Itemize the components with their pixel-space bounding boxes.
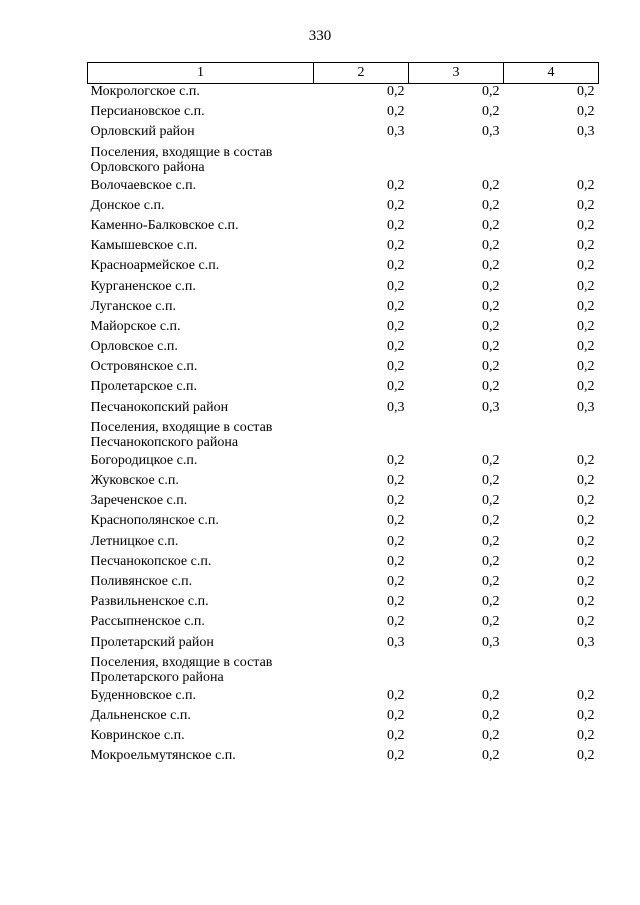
- row-value-col4: 0,2: [577, 594, 595, 610]
- row-value-col4: 0,3: [577, 399, 595, 415]
- table-row: [88, 708, 599, 728]
- row-value-col2: 0,2: [387, 217, 405, 233]
- row-value-col2: 0,2: [387, 513, 405, 529]
- row-value-col4: 0,2: [577, 707, 595, 723]
- row-value-col4: 0,2: [577, 197, 595, 213]
- row-value-col4: [504, 420, 599, 453]
- row-name-cell: Красноармейское с.п.: [90, 258, 220, 274]
- table-row: [88, 379, 599, 399]
- row-name-cell: Буденновское с.п.: [90, 687, 197, 703]
- column-header-1: 1: [88, 63, 314, 84]
- row-value-col2: 0,2: [387, 238, 405, 254]
- row-value-col4: 0,2: [577, 104, 595, 120]
- page-number: 330: [308, 28, 332, 44]
- table-row: [88, 655, 599, 688]
- row-value-col4: 0,2: [577, 379, 595, 395]
- row-value-col2: 0,2: [387, 728, 405, 744]
- row-value-col4: 0,2: [577, 573, 595, 589]
- row-name-cell: Пролетарское с.п.: [90, 379, 198, 395]
- table-row: [88, 124, 599, 144]
- row-value-col3: 0,2: [482, 513, 500, 529]
- table-row: [88, 145, 599, 178]
- row-value-col3: [409, 145, 504, 178]
- row-value-col4: 0,2: [577, 339, 595, 355]
- row-value-col3: 0,2: [482, 493, 500, 509]
- table-row: [88, 279, 599, 299]
- column-header-2: 2: [314, 63, 409, 84]
- row-value-col4: 0,2: [577, 278, 595, 294]
- row-value-col3: [409, 420, 504, 453]
- table-row: [88, 104, 599, 124]
- table-row: [88, 594, 599, 614]
- row-value-col2: 0,2: [387, 104, 405, 120]
- row-value-col4: [504, 655, 599, 688]
- row-value-col4: 0,2: [577, 359, 595, 375]
- table-row: [88, 453, 599, 473]
- row-name-cell: Поселения, входящие в состав Пролетарского района: [90, 654, 273, 685]
- row-value-col2: 0,2: [387, 553, 405, 569]
- row-value-col2: 0,2: [387, 84, 405, 99]
- row-value-col3: 0,2: [482, 379, 500, 395]
- table-row: [88, 258, 599, 278]
- table-row: [88, 84, 599, 105]
- row-name-cell: Песчанокопское с.п.: [90, 553, 212, 569]
- row-value-col2: 0,2: [387, 493, 405, 509]
- row-value-col4: 0,2: [577, 748, 595, 764]
- row-name-cell: Поливянское с.п.: [90, 573, 193, 589]
- row-value-col2: 0,2: [387, 359, 405, 375]
- row-name-cell: Рассыпненское с.п.: [90, 614, 205, 630]
- row-value-col3: 0,3: [482, 124, 500, 140]
- row-value-col2: 0,2: [387, 318, 405, 334]
- row-value-col2: 0,2: [387, 258, 405, 274]
- table-row: [88, 198, 599, 218]
- row-value-col3: 0,2: [482, 728, 500, 744]
- row-value-col2: 0,2: [387, 298, 405, 314]
- row-name-cell: Майорское с.п.: [90, 318, 181, 334]
- table-row: [88, 534, 599, 554]
- row-value-col3: 0,2: [482, 452, 500, 468]
- row-value-col4: 0,2: [577, 258, 595, 274]
- table-row: [88, 688, 599, 708]
- row-name-cell: Каменно-Балковское с.п.: [90, 217, 239, 233]
- row-value-col3: 0,2: [482, 197, 500, 213]
- row-value-col2: [314, 655, 409, 688]
- row-value-col4: [504, 145, 599, 178]
- data-table: [87, 62, 599, 768]
- row-value-col3: 0,2: [482, 614, 500, 630]
- row-name-cell: Поселения, входящие в состав Орловского района: [90, 144, 273, 175]
- row-value-col3: 0,2: [482, 359, 500, 375]
- row-value-col3: 0,2: [482, 687, 500, 703]
- table-row: [88, 614, 599, 634]
- table-row: [88, 574, 599, 594]
- row-value-col3: 0,2: [482, 217, 500, 233]
- table-row: [88, 728, 599, 748]
- table-row: [88, 319, 599, 339]
- row-name-cell: Донское с.п.: [90, 197, 165, 213]
- row-value-col3: 0,3: [482, 399, 500, 415]
- row-name-cell: Летницкое с.п.: [90, 533, 179, 549]
- row-value-col3: 0,2: [482, 84, 500, 99]
- row-value-col2: 0,2: [387, 707, 405, 723]
- row-value-col4: 0,2: [577, 533, 595, 549]
- row-value-col4: 0,2: [577, 298, 595, 314]
- row-value-col2: 0,2: [387, 197, 405, 213]
- row-value-col2: 0,2: [387, 687, 405, 703]
- row-value-col3: 0,2: [482, 473, 500, 488]
- row-name-cell: Поселения, входящие в состав Песчанокопского района: [90, 419, 273, 450]
- row-value-col3: 0,2: [482, 238, 500, 254]
- row-name-cell: Островянское с.п.: [90, 359, 198, 375]
- row-value-col2: 0,3: [387, 634, 405, 650]
- row-name-cell: Камышевское с.п.: [90, 238, 198, 254]
- table-row: [88, 299, 599, 319]
- row-value-col4: 0,2: [577, 177, 595, 193]
- row-value-col3: 0,2: [482, 533, 500, 549]
- row-value-col2: 0,2: [387, 748, 405, 764]
- table-row: [88, 554, 599, 574]
- row-value-col2: 0,2: [387, 533, 405, 549]
- row-name-cell: Курганенское с.п.: [90, 278, 196, 294]
- table-row: [88, 748, 599, 768]
- row-value-col4: 0,2: [577, 513, 595, 529]
- row-value-col2: 0,2: [387, 278, 405, 294]
- row-value-col4: 0,2: [577, 217, 595, 233]
- row-value-col3: 0,2: [482, 573, 500, 589]
- table-row: [88, 178, 599, 198]
- row-value-col2: 0,2: [387, 339, 405, 355]
- table-row: [88, 359, 599, 379]
- row-name-cell: Луганское с.п.: [90, 298, 176, 314]
- row-name-cell: Персиановское с.п.: [90, 104, 205, 120]
- row-value-col4: 0,2: [577, 553, 595, 569]
- table-row: [88, 400, 599, 420]
- row-value-col4: 0,2: [577, 473, 595, 488]
- row-name-cell: Богородицкое с.п.: [90, 452, 198, 468]
- row-name-cell: Мокрологское с.п.: [90, 84, 200, 99]
- row-value-col4: 0,2: [577, 614, 595, 630]
- row-value-col3: 0,2: [482, 339, 500, 355]
- table-row: [88, 339, 599, 359]
- row-value-col4: 0,2: [577, 452, 595, 468]
- row-name-cell: Краснополянское с.п.: [90, 513, 219, 529]
- row-name-cell: Пролетарский район: [90, 634, 214, 650]
- row-name-cell: Орловское с.п.: [90, 339, 178, 355]
- table-row: [88, 238, 599, 258]
- row-value-col3: 0,2: [482, 707, 500, 723]
- row-value-col4: 0,2: [577, 238, 595, 254]
- row-name-cell: Орловский район: [90, 124, 195, 140]
- row-name-cell: Песчанокопский район: [90, 399, 229, 415]
- row-value-col3: 0,2: [482, 748, 500, 764]
- row-name-cell: Волочаевское с.п.: [90, 177, 197, 193]
- row-value-col2: 0,3: [387, 399, 405, 415]
- row-value-col3: 0,2: [482, 318, 500, 334]
- row-value-col2: 0,2: [387, 177, 405, 193]
- row-name-cell: Мокроельмутянское с.п.: [90, 748, 236, 764]
- row-value-col2: 0,2: [387, 379, 405, 395]
- row-name-cell: Развильненское с.п.: [90, 594, 209, 610]
- row-value-col3: 0,2: [482, 594, 500, 610]
- row-name-cell: Ковринское с.п.: [90, 728, 185, 744]
- row-name-cell: Зареченское с.п.: [90, 493, 188, 509]
- row-value-col2: 0,3: [387, 124, 405, 140]
- row-value-col4: 0,2: [577, 728, 595, 744]
- row-value-col4: 0,2: [577, 687, 595, 703]
- row-value-col3: 0,2: [482, 258, 500, 274]
- row-value-col2: 0,2: [387, 452, 405, 468]
- table-row: [88, 473, 599, 493]
- row-value-col2: 0,2: [387, 594, 405, 610]
- row-value-col3: 0,2: [482, 278, 500, 294]
- row-value-col2: 0,2: [387, 614, 405, 630]
- table-row: [88, 493, 599, 513]
- row-value-col2: 0,2: [387, 473, 405, 488]
- row-value-col3: 0,2: [482, 104, 500, 120]
- column-header-4: 4: [504, 63, 599, 84]
- row-value-col3: [409, 655, 504, 688]
- table-row: [88, 513, 599, 533]
- table-row: [88, 420, 599, 453]
- column-header-3: 3: [409, 63, 504, 84]
- row-name-cell: Жуковское с.п.: [90, 473, 179, 488]
- row-value-col2: [314, 145, 409, 178]
- row-value-col2: [314, 420, 409, 453]
- row-value-col4: 0,2: [577, 318, 595, 334]
- table-header: [88, 63, 599, 84]
- row-value-col4: 0,3: [577, 124, 595, 140]
- row-value-col4: 0,2: [577, 84, 595, 99]
- table-body: [88, 84, 599, 769]
- row-value-col3: 0,2: [482, 177, 500, 193]
- table-row: [88, 218, 599, 238]
- row-value-col4: 0,2: [577, 493, 595, 509]
- row-value-col3: 0,2: [482, 553, 500, 569]
- row-value-col3: 0,3: [482, 634, 500, 650]
- header-row: [88, 63, 599, 84]
- row-name-cell: Дальненское с.п.: [90, 707, 191, 723]
- row-value-col4: 0,3: [577, 634, 595, 650]
- row-value-col3: 0,2: [482, 298, 500, 314]
- row-value-col2: 0,2: [387, 573, 405, 589]
- table-row: [88, 635, 599, 655]
